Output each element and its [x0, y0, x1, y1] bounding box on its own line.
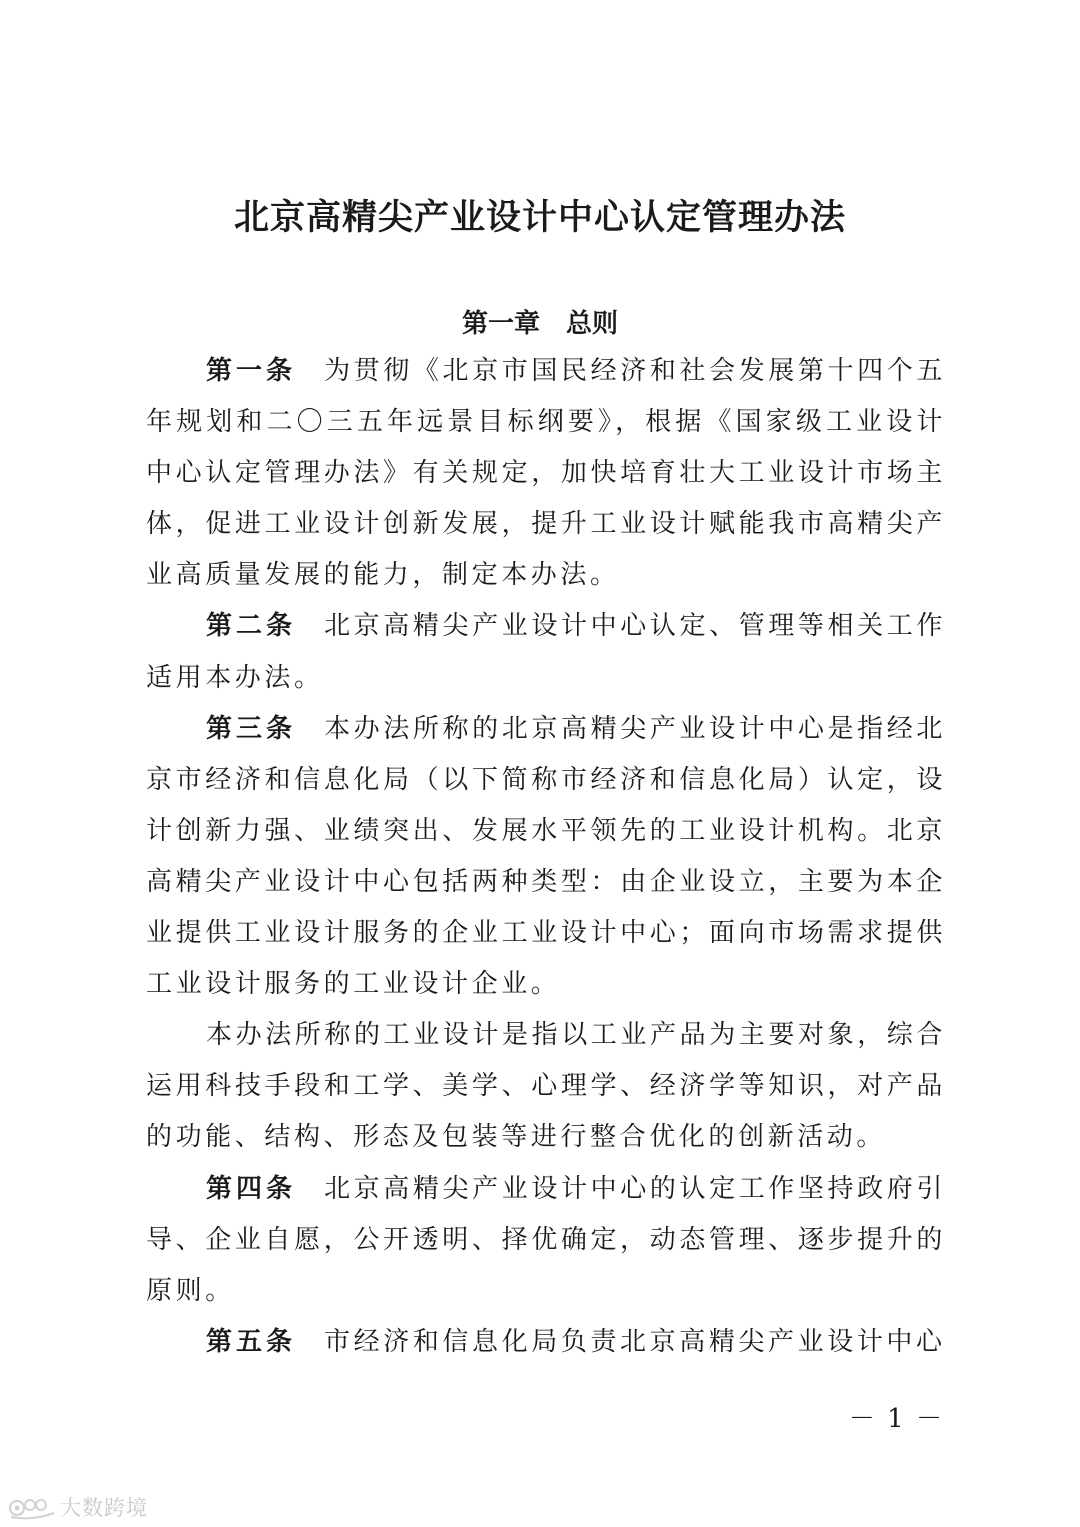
article-text: 北京高精尖产业设计中心的认定工作坚持政府引导、企业自愿，公开透明、择优确定，动态管理、逐步提升的原则。	[146, 1173, 946, 1306]
article-paragraph	[146, 1010, 946, 1163]
article-label: 第一条	[206, 356, 297, 386]
article-text: 为贯彻《北京市国民经济和社会发展第十四个五年规划和二〇三五年远景目标纲要》，根据《国家级工业设计中心认定管理办法》有关规定，加快培育壮大工业设计市场主体，促进工业设计创新发展，提升工业设计赋能我市高精尖产业高质量发展的能力，制定本办法。	[146, 356, 946, 591]
page-number: － 1 －	[848, 1404, 944, 1434]
article-text: 本办法所称的北京高精尖产业设计中心是指经北京市经济和信息化局（以下简称市经济和信息化局）认定，设计创新力强、业绩突出、发展水平领先的工业设计机构。北京高精尖产业设计中心包括两种类型：由企业设立，主要为本企业提供工业设计服务的企业工业设计中心；面向市场需求提供工业设计服务的工业设计企业。	[146, 713, 946, 1000]
article-label: 第二条	[206, 611, 297, 642]
article-label: 第三条	[206, 713, 297, 744]
article-paragraph	[146, 1317, 946, 1368]
article-paragraph	[146, 346, 946, 601]
article-text: 市经济和信息化局负责北京高精尖产业设计中心	[324, 1326, 946, 1357]
article-text: 本办法所称的工业设计是指以工业产品为主要对象，综合运用科技手段和工学、美学、心理学、经济学等知识，对产品的功能、结构、形态及包装等进行整合优化的创新活动。	[146, 1020, 947, 1153]
document-body	[146, 346, 946, 1368]
article-paragraph	[146, 704, 946, 1011]
watermark	[8, 1492, 148, 1522]
article-text: 北京高精尖产业设计中心认定、管理等相关工作适用本办法。	[146, 611, 946, 693]
watermark-logo-icon	[8, 1493, 60, 1521]
article-paragraph	[146, 601, 946, 703]
chapter-heading: 第一章 总则	[461, 309, 618, 339]
document-title: 北京高精尖产业设计中心认定管理办法	[233, 198, 846, 238]
article-paragraph	[146, 1164, 946, 1317]
watermark-text: 大数跨境	[60, 1496, 148, 1520]
article-label: 第五条	[206, 1326, 297, 1357]
article-label: 第四条	[206, 1173, 297, 1204]
